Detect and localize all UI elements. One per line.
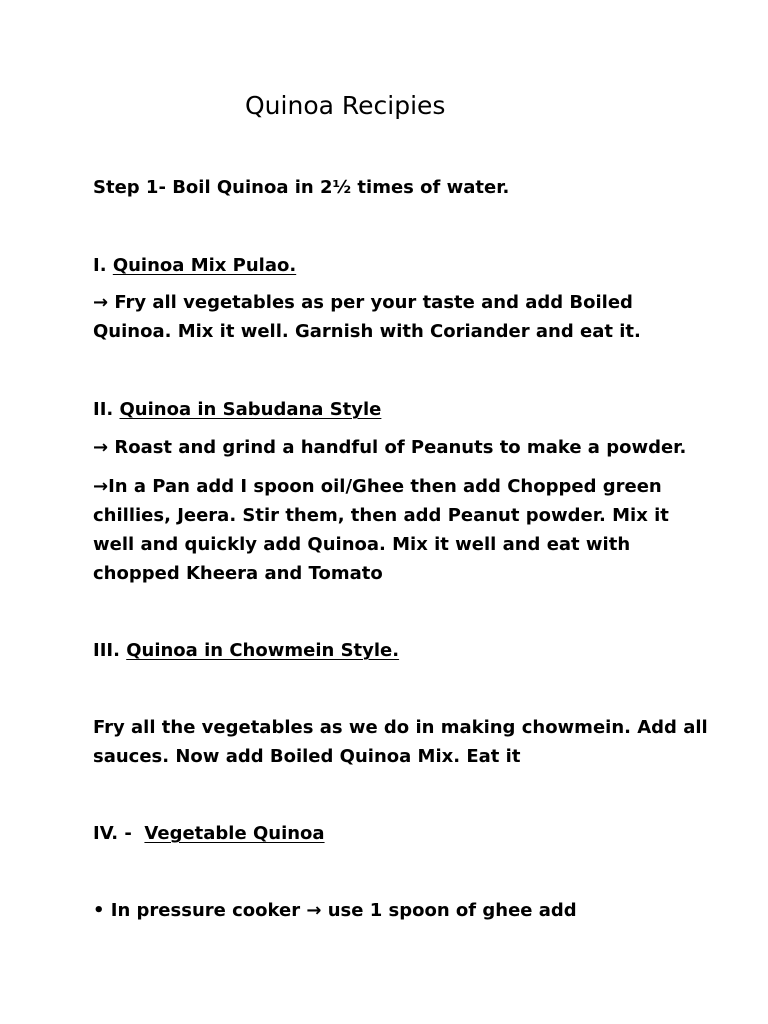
- section-1-line-1: → Fry all vegetables as per your taste and add Boiled: [93, 292, 633, 313]
- section-2-line-5: chopped Kheera and Tomato: [93, 563, 383, 584]
- section-3-prefix: III.: [93, 640, 127, 661]
- section-1-line-2: Quinoa. Mix it well. Garnish with Coriander and eat it.: [93, 321, 641, 342]
- section-2-line-3: chillies, Jeera. Stir them, then add Peanut powder. Mix it: [93, 505, 669, 526]
- section-4-heading-line: [93, 819, 693, 848]
- section-1-prefix: I.: [93, 255, 113, 276]
- section-2-prefix: II.: [93, 399, 120, 420]
- section-1-heading: Quinoa Mix Pulao.: [112, 255, 297, 276]
- section-4-prefix: IV. -: [93, 823, 145, 844]
- section-4-heading: Vegetable Quinoa: [144, 823, 325, 844]
- section-2-line-2: →In a Pan add I spoon oil/Ghee then add Chopped green: [93, 476, 662, 497]
- section-1-heading-line: [93, 251, 693, 280]
- section-2-heading: Quinoa in Sabudana Style: [119, 399, 382, 420]
- section-2-line-1: → Roast and grind a handful of Peanuts to make a powder.: [93, 437, 687, 458]
- section-3-heading: Quinoa in Chowmein Style.: [126, 640, 400, 661]
- section-3-line-2: sauces. Now add Boiled Quinoa Mix. Eat it: [93, 746, 521, 767]
- page-title: Quinoa Recipies: [245, 91, 446, 120]
- step-1-text: Step 1- Boil Quinoa in 2½ times of water.: [93, 177, 510, 198]
- section-3-line-1: Fry all the vegetables as we do in making chowmein. Add all: [93, 717, 708, 738]
- section-3-heading-line: [93, 636, 693, 665]
- section-4-line-1: • In pressure cooker → use 1 spoon of ghee add: [93, 900, 577, 921]
- section-2-line-4: well and quickly add Quinoa. Mix it well and eat with: [93, 534, 631, 555]
- section-2-heading-line: [93, 395, 693, 424]
